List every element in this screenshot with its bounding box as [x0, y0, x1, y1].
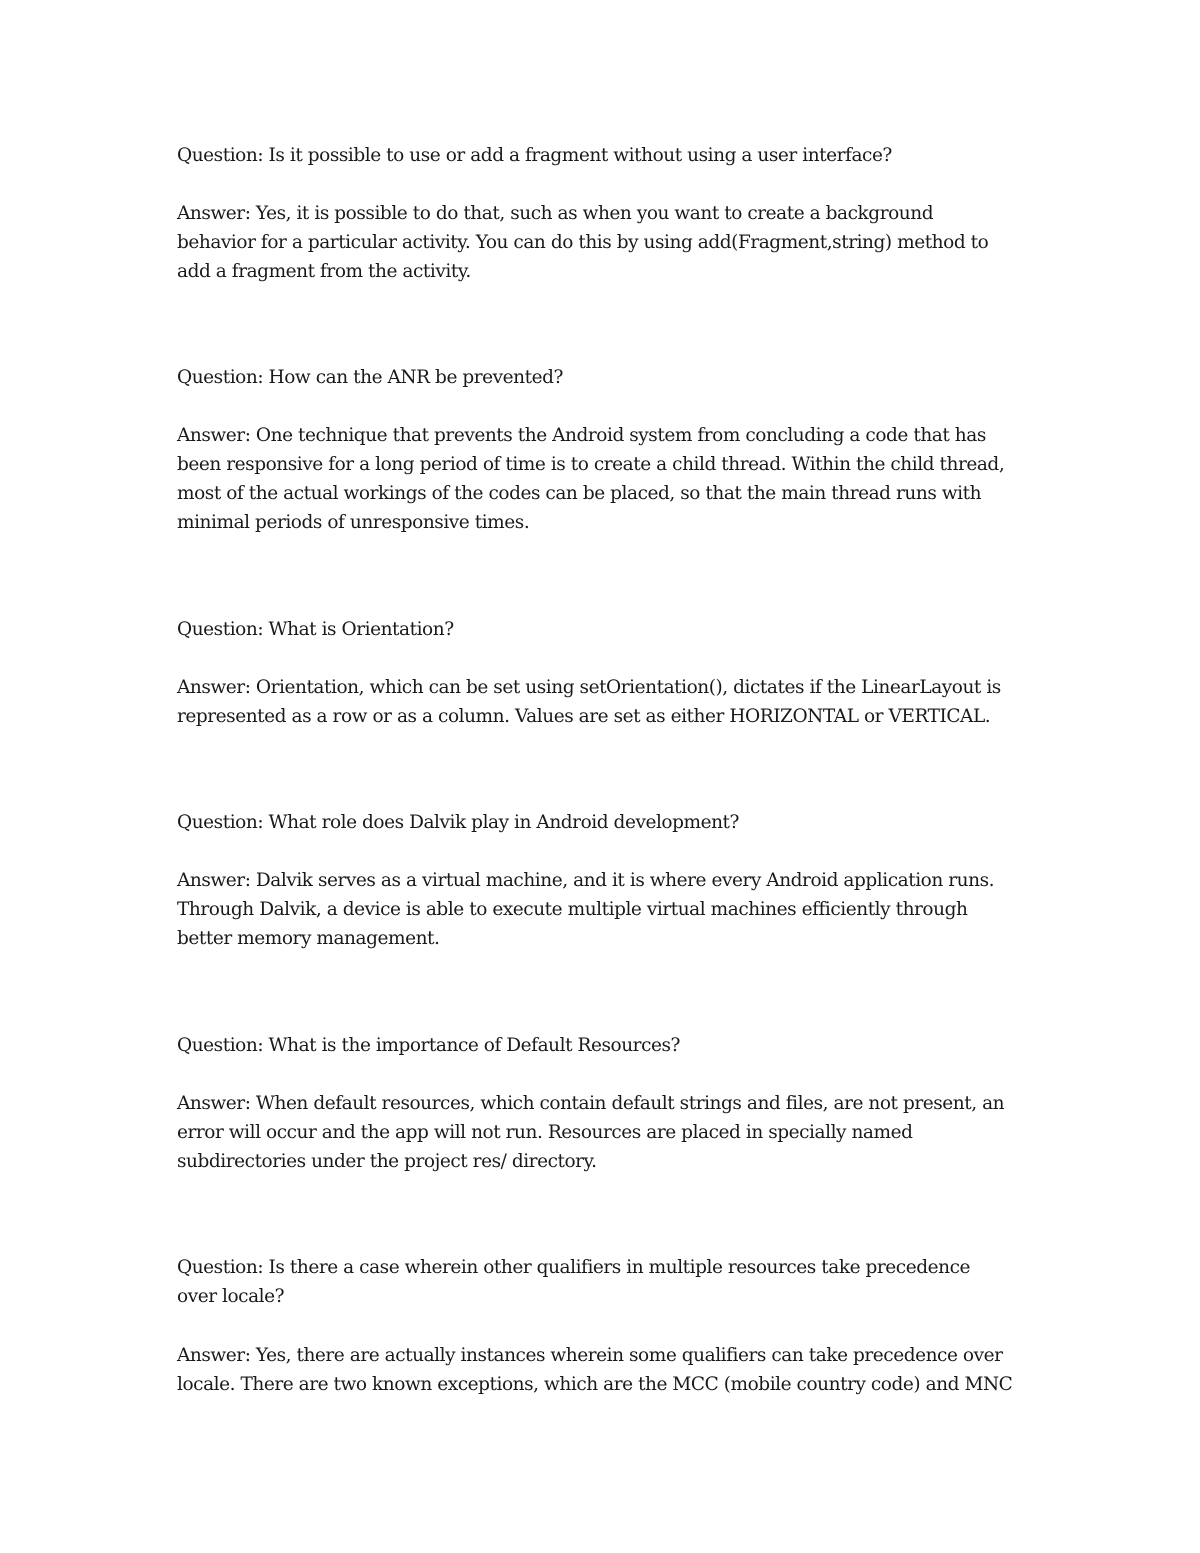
question-text: Question: How can the ANR be prevented? [177, 367, 563, 388]
answer-text: add a fragment from the activity. [177, 261, 471, 282]
answer-text: subdirectories under the project res/ directory. [177, 1151, 597, 1172]
answer-text: Answer: Orientation, which can be set using setOrientation(), dictates if the LinearLayout is [177, 677, 1001, 698]
question-text: over locale? [177, 1286, 285, 1307]
answer-text: represented as a row or as a column. Values are set as either HORIZONTAL or VERTICAL. [177, 706, 991, 727]
question-text: Question: What role does Dalvik play in Android development? [177, 812, 740, 833]
answer-text: Answer: One technique that prevents the Android system from concluding a code that has [177, 425, 986, 446]
answer-text: better memory management. [177, 928, 440, 949]
question-text: Question: What is Orientation? [177, 619, 454, 640]
answer-text: Answer: Yes, there are actually instances wherein some qualifiers can take precedence over [177, 1345, 1003, 1366]
answer-text: Answer: Dalvik serves as a virtual machine, and it is where every Android application runs. [177, 870, 995, 891]
answer-text: Answer: When default resources, which contain default strings and files, are not present, an [177, 1093, 1005, 1114]
question-text: Question: What is the importance of Default Resources? [177, 1035, 680, 1056]
answer-text: minimal periods of unresponsive times. [177, 512, 530, 533]
answer-text: error will occur and the app will not run. Resources are placed in specially named [177, 1122, 913, 1143]
answer-text: Through Dalvik, a device is able to execute multiple virtual machines efficiently through [177, 899, 968, 920]
answer-text: behavior for a particular activity. You can do this by using add(Fragment,string) method to [177, 232, 989, 253]
question-text: Question: Is there a case wherein other qualifiers in multiple resources take precedence [177, 1257, 970, 1278]
question-text: Question: Is it possible to use or add a fragment without using a user interface? [177, 145, 892, 166]
answer-text: most of the actual workings of the codes can be placed, so that the main thread runs with [177, 483, 982, 504]
answer-text: locale. There are two known exceptions, which are the MCC (mobile country code) and MNC [177, 1374, 1013, 1395]
answer-text: been responsive for a long period of time is to create a child thread. Within the child thread, [177, 454, 1005, 475]
answer-text: Answer: Yes, it is possible to do that, such as when you want to create a background [177, 203, 934, 224]
